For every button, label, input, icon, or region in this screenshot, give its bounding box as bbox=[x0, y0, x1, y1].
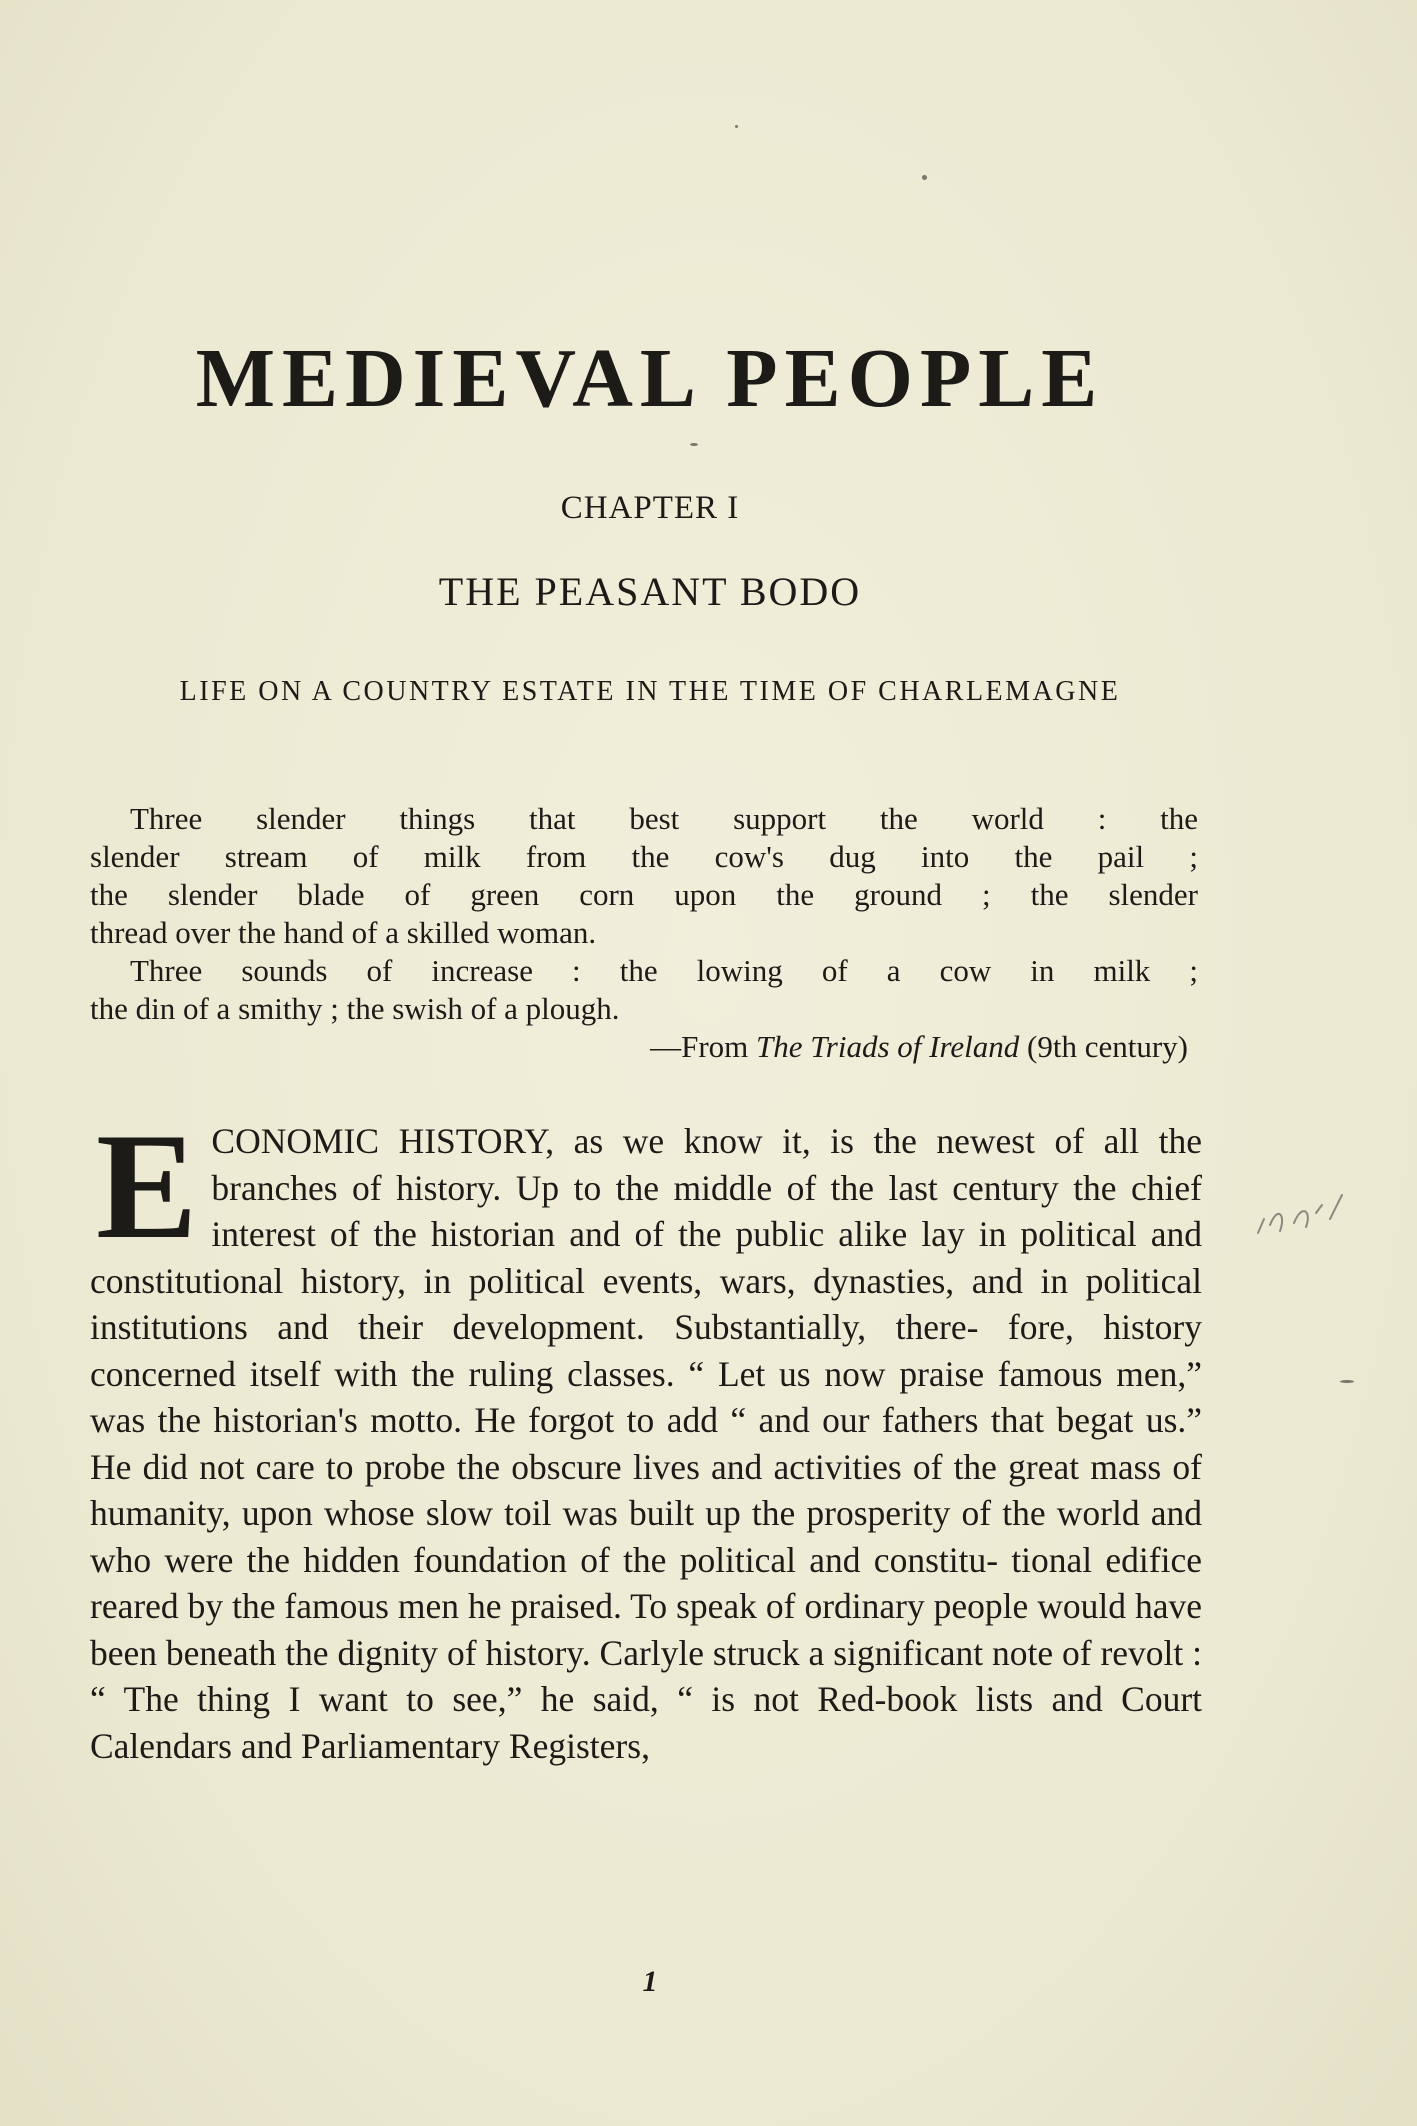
body-line: motto. He forgot to add “ and our fathers that begat bbox=[370, 1400, 1134, 1440]
epigraph-line: Three slender things that best support the world : the bbox=[130, 801, 1198, 836]
pencil-marginalia bbox=[1250, 1175, 1380, 1245]
paper-speck bbox=[922, 175, 927, 180]
body-line: “ Let us now praise famous men,” was the historian's bbox=[90, 1353, 1202, 1440]
body-line: lists and Court Calendars and Parliamentary Registers, bbox=[90, 1679, 1203, 1766]
body-line: of ordinary people would have been beneath the dignity bbox=[90, 1586, 1202, 1673]
body-line: were the hidden foundation of the political and constitu- bbox=[164, 1539, 999, 1580]
body-line: of history. Carlyle struck a significant note of revolt : bbox=[446, 1632, 1203, 1673]
body-line: and of the public alike lay in political and constitutional bbox=[90, 1214, 1202, 1301]
chapter-subtitle: LIFE ON A COUNTRY ESTATE IN THE TIME OF CHARLEMAGNE bbox=[179, 676, 1121, 707]
epigraph-attribution bbox=[90, 1028, 1198, 1066]
paper-speck bbox=[690, 443, 698, 446]
attribution-suffix: (9th century) bbox=[1027, 1029, 1188, 1064]
epigraph-line: slender stream of milk from the cow's dug into the pail ; bbox=[90, 839, 1198, 874]
epigraph bbox=[90, 800, 1198, 1066]
epigraph-line: thread over the hand of a skilled woman. bbox=[90, 915, 597, 950]
page-number: 1 bbox=[642, 1965, 658, 1998]
chapter-title: THE PEASANT BODO bbox=[438, 569, 862, 614]
body-line: of the last century the chief interest of the historian bbox=[211, 1167, 1202, 1254]
body-line: institutions and their development. Substantially, there- bbox=[90, 1307, 979, 1347]
paper-speck bbox=[735, 125, 738, 128]
body-line: us.” He did not care to probe the obscure lives and bbox=[90, 1400, 1203, 1487]
attribution-prefix: —From bbox=[650, 1029, 749, 1064]
body-text bbox=[90, 1102, 1203, 1769]
body-line: history, in political events, wars, dynasties, and in political bbox=[300, 1260, 1203, 1301]
attribution-work: The Triads of Ireland bbox=[756, 1029, 1020, 1064]
body-line: slow toil was built up the prosperity of the world and who bbox=[90, 1493, 1203, 1580]
epigraph-line: Three sounds of increase : the lowing of a cow in milk ; bbox=[130, 953, 1198, 988]
body-paragraph bbox=[90, 1102, 1203, 1769]
chapter-label: CHAPTER I bbox=[560, 490, 740, 526]
body-line: activities of the great mass of humanity, upon whose bbox=[90, 1446, 1202, 1533]
body-line: fore, history concerned itself with the ruling classes. bbox=[90, 1307, 1202, 1394]
body-line: CONOMIC HISTORY, as we know it, is the newest bbox=[211, 1121, 1035, 1161]
body-line: of all the branches of history. Up to the middle bbox=[211, 1121, 1202, 1208]
body-line: “ The thing I want to see,” he said, “ is not Red-book bbox=[90, 1679, 958, 1719]
paper-speck bbox=[1340, 1380, 1354, 1383]
drop-cap: E bbox=[96, 1102, 198, 1270]
epigraph-line: the din of a smithy ; the swish of a plough. bbox=[90, 991, 620, 1026]
body-line: tional edifice reared by the famous men he praised. To speak bbox=[90, 1539, 1202, 1626]
epigraph-line: the slender blade of green corn upon the ground ; the slender bbox=[90, 877, 1198, 912]
book-title: MEDIEVAL PEOPLE bbox=[195, 332, 1105, 425]
